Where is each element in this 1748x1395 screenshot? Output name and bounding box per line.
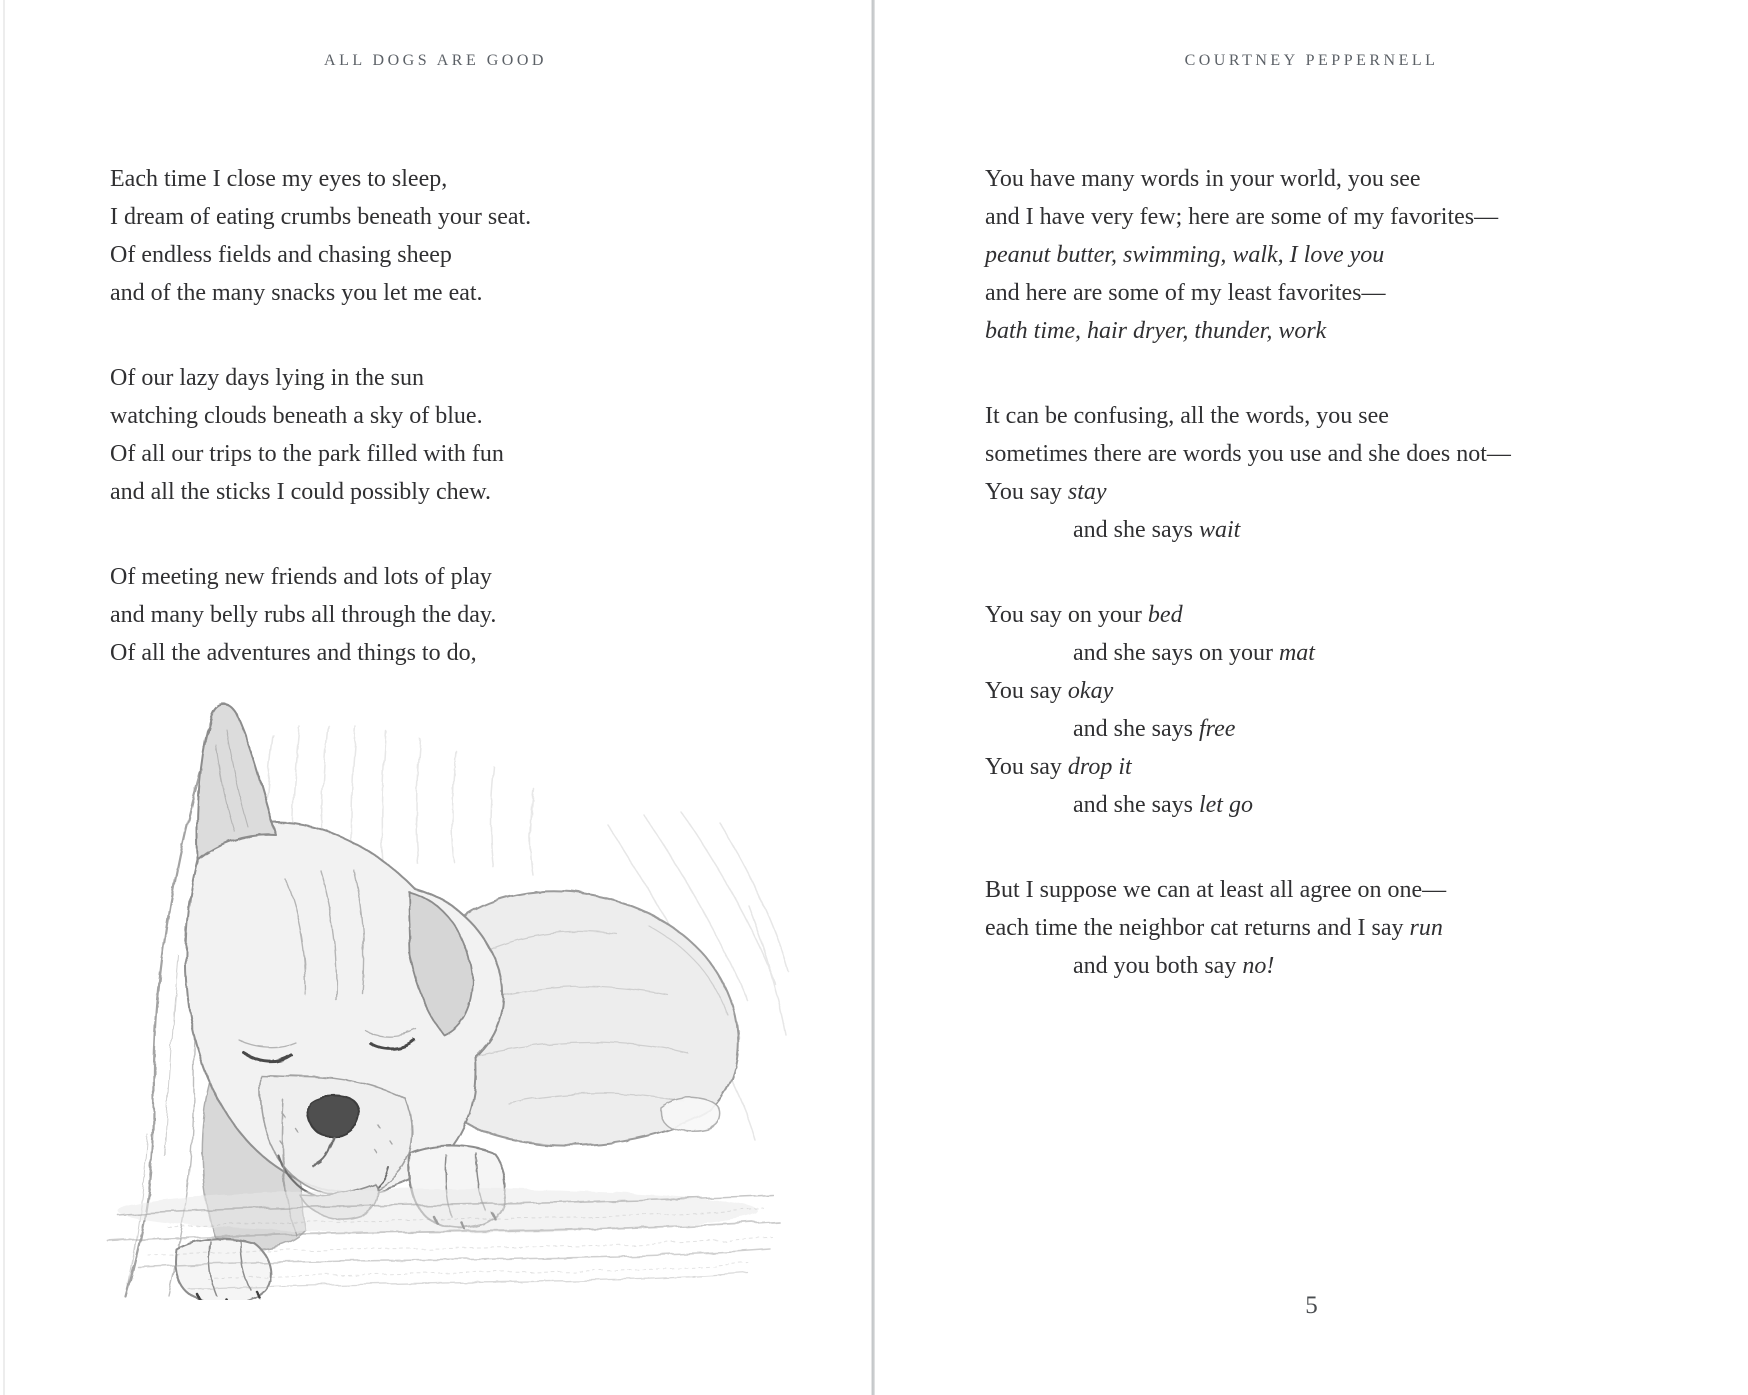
poem-line: But I suppose we can at least all agree on one—: [985, 877, 1447, 903]
dog-nose: [308, 1096, 359, 1137]
poem-line: and she says on your mat: [1073, 640, 1315, 666]
sleeping-dog-illustration: [48, 655, 793, 1300]
right-page: [875, 0, 1748, 1395]
stanza: [985, 871, 1511, 985]
stanza: [985, 596, 1511, 824]
poem-line: Each time I close my eyes to sleep,: [110, 166, 448, 192]
poem-line: Of meeting new friends and lots of play: [110, 564, 492, 590]
right-poem: [985, 160, 1511, 985]
poem-line: You say on your bed: [985, 602, 1183, 628]
poem-line: Of endless fields and chasing sheep: [110, 242, 452, 268]
poem-line: and all the sticks I could possibly chew.: [110, 479, 492, 505]
poem-line: Of our lazy days lying in the sun: [110, 365, 424, 391]
poem-line: sometimes there are words you use and she does not—: [985, 441, 1511, 467]
poem-line: and I have very few; here are some of my favorites—: [985, 204, 1499, 230]
running-head-author-name: COURTNEY PEPPERNELL: [1184, 52, 1439, 69]
poem-line: and you both say no!: [1073, 953, 1275, 979]
stanza: [110, 160, 531, 312]
stanza: [110, 359, 531, 511]
poem-line: each time the neighbor cat returns and I say run: [985, 915, 1443, 941]
poem-line: and she says let go: [1073, 792, 1253, 818]
stanza: [985, 160, 1511, 350]
poem-line: peanut butter, swimming, walk, I love you: [985, 242, 1385, 268]
poem-line: You say stay: [985, 479, 1107, 505]
poem-line: and she says free: [1073, 716, 1236, 742]
poem-line: Of all the adventures and things to do,: [110, 640, 477, 666]
poem-line: and many belly rubs all through the day.: [110, 602, 497, 628]
page-number: 5: [1305, 1292, 1318, 1319]
poem-line: It can be confusing, all the words, you see: [985, 403, 1389, 429]
poem-line: I dream of eating crumbs beneath your seat.: [110, 204, 532, 230]
running-head-book-title: ALL DOGS ARE GOOD: [324, 52, 547, 69]
poem-line: and she says wait: [1073, 517, 1241, 543]
poem-line: You say drop it: [985, 754, 1132, 780]
poem-line: You say okay: [985, 678, 1114, 704]
poem-line: Of all our trips to the park filled with fun: [110, 441, 504, 467]
hind-paw: [660, 1097, 721, 1131]
left-page: [0, 0, 871, 1395]
poem-line: You have many words in your world, you see: [985, 166, 1421, 192]
poem-line: watching clouds beneath a sky of blue.: [110, 403, 483, 429]
poem-line: and of the many snacks you let me eat.: [110, 280, 483, 306]
poem-line: and here are some of my least favorites—: [985, 280, 1386, 306]
stanza: [985, 397, 1511, 549]
poem-line: bath time, hair dryer, thunder, work: [985, 318, 1327, 344]
left-poem: [110, 160, 531, 672]
